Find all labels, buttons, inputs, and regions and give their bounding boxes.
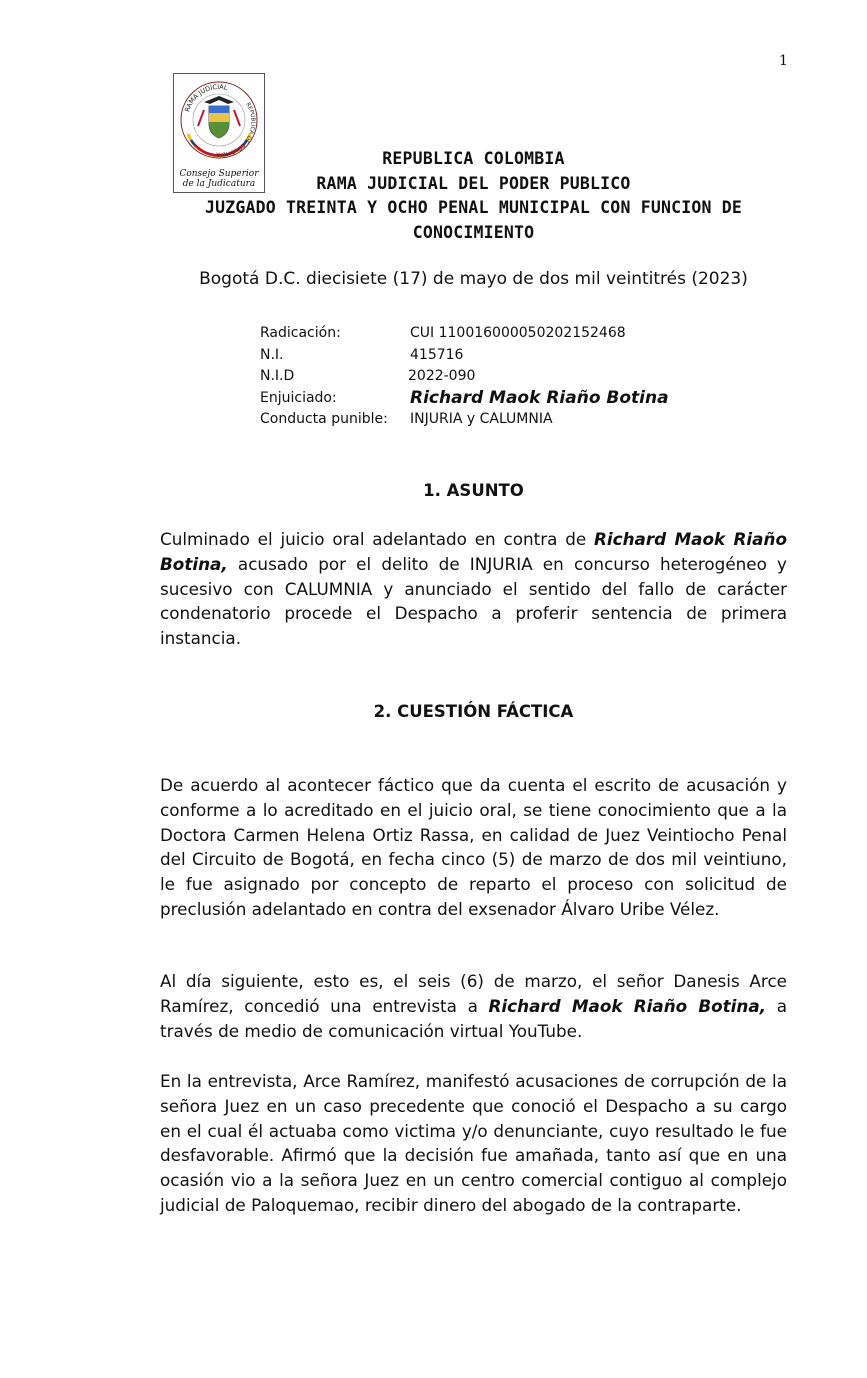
paragraph-text: Culminado el juicio oral adelantado en contra de — [160, 529, 594, 549]
seal-arc-side-text: REPÚBLICA DE COLOMBIA — [216, 101, 256, 157]
case-info — [260, 323, 669, 431]
header-line-2: RAMA JUDICIAL DEL PODER PUBLICO — [316, 173, 631, 193]
paragraph-facts-1: De acuerdo al acontecer fáctico que da cuenta el escrito de acusación y conforme a lo acreditado en el juicio oral, se tiene conocimiento que a la Doctora Carmen Helena Ortiz Rassa, en calidad de Juez Veintiocho Penal del Circuito de Bogotá, en fecha cinco (5) de marzo de dos mil veintiuno, le fue asignado por concepto de reparto el proceso con solicitud de preclusión adelantado en contra del exsenador Álvaro Uribe Vélez. — [160, 775, 787, 919]
case-info-label: N.I. — [260, 346, 284, 363]
case-info-value: 415716 — [410, 346, 464, 363]
defendant-name-inline: Richard Maok Riaño Botina, — [160, 529, 787, 574]
case-info-label: Enjuiciado: — [260, 389, 337, 406]
seal-caption-line1: Consejo Superior — [179, 169, 259, 179]
header-line-3: JUZGADO TREINTA Y OCHO PENAL MUNICIPAL CON FUNCION DE — [204, 198, 743, 217]
section-title-asunto: 1. ASUNTO — [423, 481, 524, 500]
paragraph-facts-2 — [160, 969, 787, 1043]
case-info-row — [260, 345, 669, 367]
case-info-label: Conducta punible: — [260, 411, 388, 427]
paragraph-text: a través de medio de comunicación virtual YouTube. — [160, 995, 787, 1041]
header-line-4: CONOCIMIENTO — [412, 222, 535, 242]
court-header — [160, 147, 787, 245]
case-info-value: 2022-090 — [408, 368, 476, 384]
section-title-cuestion-factica: 2. CUESTIÓN FÁCTICA — [373, 702, 574, 721]
case-info-row — [260, 323, 669, 345]
defendant-name: Richard Maok Riaño Botina — [410, 387, 669, 408]
case-info-label: N.I.D — [260, 368, 295, 384]
paragraph-asunto — [160, 527, 787, 651]
case-info-value: CUI 110016000050202152468 — [410, 325, 626, 341]
case-info-row — [260, 388, 669, 410]
case-info-row — [260, 409, 669, 431]
page-number: 1 — [779, 53, 788, 69]
paragraph-facts-3: En la entrevista, Arce Ramírez, manifestó acusaciones de corrupción de la señora Juez en un caso precedente que conoció el Despacho a su cargo en el cual él actuaba como victima y/o denunciante, cuyo resultado le fue desfavorable. Afirmó que la decisión fue amañada, tanto así que en una ocasión vio a la señora Juez en un centro comercial contiguo al complejo judicial de Paloquemao, recibir dinero del abogado de la contraparte. — [160, 1071, 787, 1215]
case-info-label: Radicación: — [260, 325, 341, 341]
paragraph-text: acusado por el delito de INJURIA en concurso heterogéneo y sucesivo con CALUMNIA y anunciado el sentido del fallo de carácter condenatorio procede el Despacho a proferir sentencia de primera instancia. — [160, 553, 787, 649]
case-info-row — [260, 366, 669, 388]
header-line-1: REPUBLICA COLOMBIA — [382, 149, 565, 168]
defendant-name-inline: Richard Maok Riaño Botina, — [488, 995, 767, 1016]
seal-arc-top-text: RAMA JUDICIAL — [183, 82, 229, 113]
seal-caption-line2: de la Judicatura — [182, 179, 256, 189]
document-date: Bogotá D.C. diecisiete (17) de mayo de dos mil veintitrés (2023) — [199, 269, 748, 289]
case-info-value: INJURIA y CALUMNIA — [410, 411, 553, 427]
paragraph-text: Al día siguiente, esto es, el seis (6) de marzo, el señor Danesis Arce Ramírez, concedió una entrevista a — [160, 971, 787, 1016]
